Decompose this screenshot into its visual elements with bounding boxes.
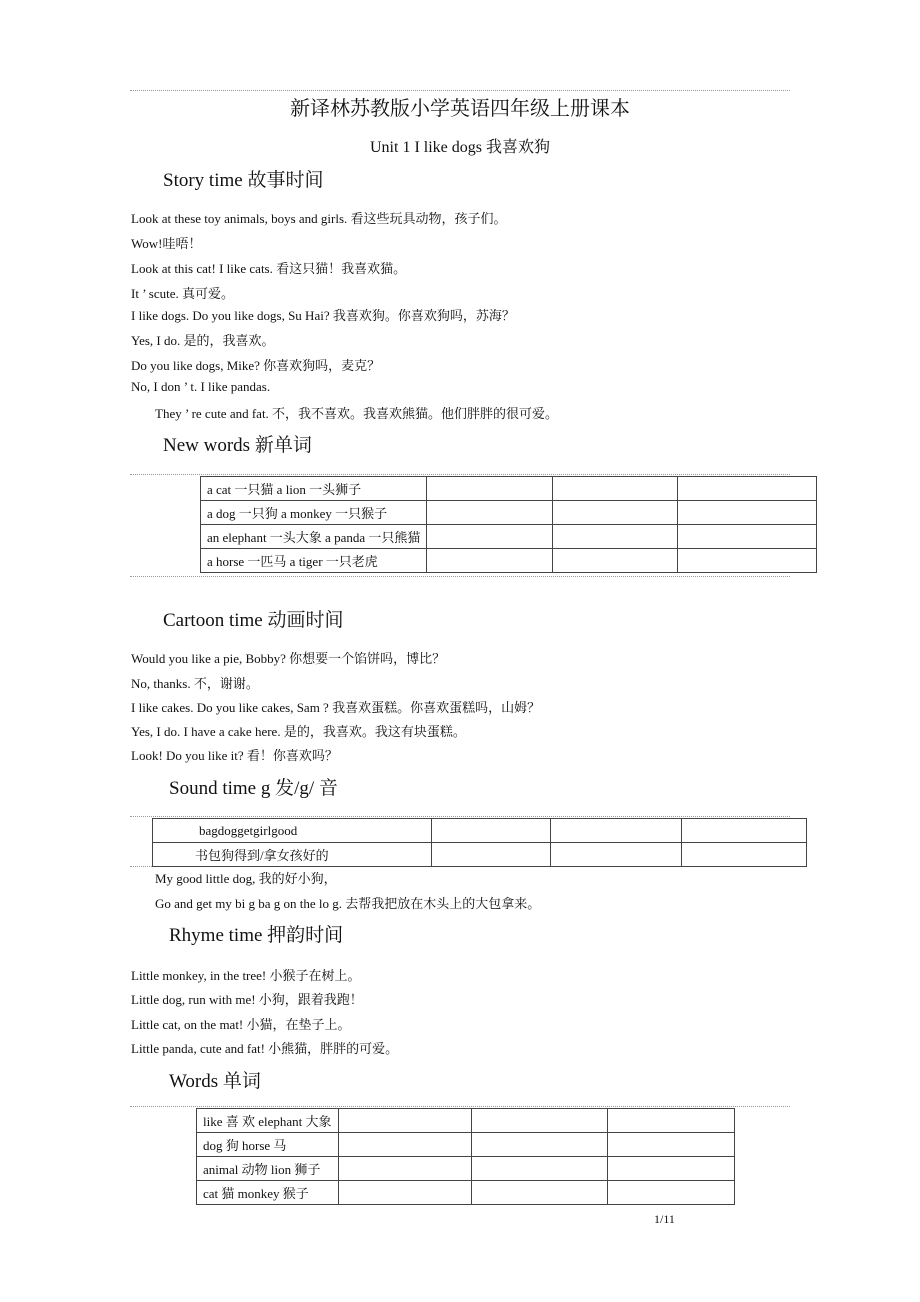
table-cell xyxy=(607,1133,734,1157)
table-cell xyxy=(432,843,551,867)
story-line: Yes, I do. 是的，我喜欢。 xyxy=(131,333,275,348)
table-cell xyxy=(678,525,817,549)
table-cell xyxy=(682,819,807,843)
table-cell xyxy=(471,1133,607,1157)
table-cell xyxy=(338,1157,471,1181)
table-row xyxy=(197,1133,735,1157)
table-row xyxy=(197,1157,735,1181)
cartoon-line: Yes, I do. I have a cake here. 是的，我喜欢。我这有块蛋糕。 xyxy=(131,724,466,739)
table-cell xyxy=(682,843,807,867)
words-rule-top xyxy=(130,1106,790,1107)
rhyme-line: Little dog, run with me! 小狗，跟着我跑！ xyxy=(131,992,363,1007)
unit-title: Unit 1 I like dogs 我喜欢狗 xyxy=(370,139,550,156)
words-table xyxy=(196,1108,735,1205)
new-words-rule-bottom xyxy=(130,576,790,577)
table-row xyxy=(153,843,807,867)
table-row xyxy=(197,1181,735,1205)
sound-table xyxy=(152,818,807,867)
table-row xyxy=(197,1109,735,1133)
table-cell xyxy=(471,1157,607,1181)
cartoon-line: Look! Do you like it? 看！你喜欢吗？ xyxy=(131,748,338,763)
table-cell: an elephant 一头大象 a panda 一只熊猫 xyxy=(201,525,427,549)
new-words-table xyxy=(200,476,817,573)
table-cell xyxy=(432,819,551,843)
table-cell xyxy=(551,843,682,867)
table-cell xyxy=(427,501,553,525)
sound-line: Go and get my bi g ba g on the lo g. 去帮我把放在木头上的大包拿来。 xyxy=(155,896,541,911)
table-cell: a horse 一匹马 a tiger 一只老虎 xyxy=(201,549,427,573)
table-cell xyxy=(553,525,678,549)
table-cell xyxy=(338,1133,471,1157)
story-line: Look at this cat! I like cats. 看这只猫！我喜欢猫。 xyxy=(131,261,407,276)
table-row xyxy=(201,477,817,501)
table-cell xyxy=(551,819,682,843)
new-words-rule-top xyxy=(130,474,790,475)
table-cell xyxy=(607,1157,734,1181)
table-cell xyxy=(471,1181,607,1205)
table-cell xyxy=(678,477,817,501)
table-cell: animal 动物 lion 狮子 xyxy=(197,1157,339,1181)
table-cell xyxy=(607,1109,734,1133)
table-cell xyxy=(338,1109,471,1133)
table-cell: dog 狗 horse 马 xyxy=(197,1133,339,1157)
rhyme-line: Little monkey, in the tree! 小猴子在树上。 xyxy=(131,968,361,983)
rhyme-line: Little panda, cute and fat! 小熊猫，胖胖的可爱。 xyxy=(131,1041,399,1056)
table-cell xyxy=(553,549,678,573)
table-cell: cat 猫 monkey 猴子 xyxy=(197,1181,339,1205)
table-cell xyxy=(427,525,553,549)
table-cell xyxy=(678,501,817,525)
rhyme-heading: Rhyme time 押韵时间 xyxy=(169,925,344,946)
table-cell xyxy=(678,549,817,573)
story-line: Look at these toy animals, boys and girls. 看这些玩具动物，孩子们。 xyxy=(131,211,507,226)
table-cell xyxy=(427,549,553,573)
top-rule xyxy=(130,90,790,91)
table-cell xyxy=(607,1181,734,1205)
sound-heading: Sound time g 发/g/ 音 xyxy=(169,778,338,799)
story-line: I like dogs. Do you like dogs, Su Hai? 我喜欢狗。你喜欢狗吗，苏海？ xyxy=(131,308,515,323)
story-line: No, I don ’ t. I like pandas. xyxy=(131,379,271,394)
new-words-heading: New words 新单词 xyxy=(163,435,312,456)
table-cell xyxy=(471,1109,607,1133)
table-row xyxy=(201,525,817,549)
table-row xyxy=(201,501,817,525)
sound-rule-top xyxy=(130,816,790,817)
table-row xyxy=(153,819,807,843)
table-row xyxy=(201,549,817,573)
table-cell xyxy=(338,1181,471,1205)
cartoon-line: Would you like a pie, Bobby? 你想要一个馅饼吗，博比？ xyxy=(131,651,446,666)
cartoon-heading: Cartoon time 动画时间 xyxy=(163,610,344,631)
cartoon-line: No, thanks. 不，谢谢。 xyxy=(131,676,259,691)
table-cell: 书包狗得到/拿女孩好的 xyxy=(153,843,432,867)
story-line: They ’ re cute and fat. 不，我不喜欢。我喜欢熊猫。他们胖胖的很可爱。 xyxy=(155,406,559,421)
cartoon-line: I like cakes. Do you like cakes, Sam ? 我喜欢蛋糕。你喜欢蛋糕吗，山姆？ xyxy=(131,700,541,715)
page-number: 1/11 xyxy=(654,1212,675,1226)
story-line: It ’ scute. 真可爱。 xyxy=(131,286,235,301)
story-line: Do you like dogs, Mike? 你喜欢狗吗，麦克？ xyxy=(131,358,381,373)
table-cell: a dog 一只狗 a monkey 一只猴子 xyxy=(201,501,427,525)
table-cell xyxy=(553,477,678,501)
table-cell: bagdoggetgirlgood xyxy=(153,819,432,843)
table-cell: like 喜 欢 elephant 大象 xyxy=(197,1109,339,1133)
words-heading: Words 单词 xyxy=(169,1071,261,1092)
story-heading: Story time 故事时间 xyxy=(163,170,324,191)
table-cell xyxy=(553,501,678,525)
table-cell xyxy=(427,477,553,501)
sound-line: My good little dog, 我的好小狗， xyxy=(155,871,337,886)
story-line: Wow!哇唔！ xyxy=(131,236,202,251)
table-cell: a cat 一只猫 a lion 一头狮子 xyxy=(201,477,427,501)
rhyme-line: Little cat, on the mat! 小猫，在垫子上。 xyxy=(131,1017,351,1032)
page-title: 新译林苏教版小学英语四年级上册课本 xyxy=(290,98,630,120)
